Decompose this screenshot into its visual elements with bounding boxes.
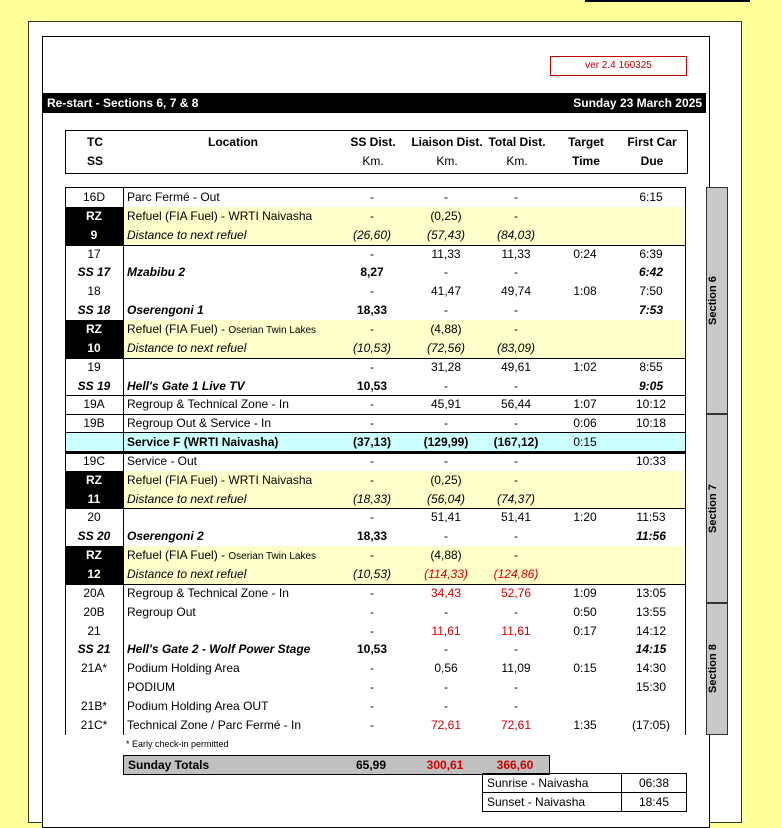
cell-ss: -	[370, 321, 374, 336]
section-7-tab	[706, 414, 728, 603]
cell-tc: 21A*	[80, 661, 108, 676]
header-liaison-dist: Liaison Dist.	[411, 135, 483, 149]
table-row	[65, 263, 686, 282]
cell-tt	[549, 452, 621, 471]
cell-li: -	[444, 416, 448, 431]
cell-li: (4,88)	[430, 321, 462, 336]
cell-tt	[549, 339, 621, 358]
cell-to: 11,33	[501, 246, 531, 261]
cell-tt: 1:08	[573, 284, 597, 299]
cell-tt: 0:15	[573, 435, 597, 450]
cell-ss: (10,53)	[352, 340, 392, 355]
sunrise-label: Sunrise - Naivasha	[487, 776, 589, 790]
table-row	[65, 678, 686, 697]
cell-to: -	[514, 642, 518, 657]
table-row	[65, 508, 686, 527]
cell-loc: Refuel (FIA Fuel) - Oserian Twin Lakes	[127, 548, 317, 563]
cell-li: -	[444, 303, 448, 318]
cell-ss: -	[370, 680, 374, 695]
cell-tt	[549, 527, 621, 546]
cell-ss: -	[370, 416, 374, 431]
cell-tt: 1:02	[573, 359, 597, 374]
cell-li: 41,47	[430, 284, 462, 299]
cell-li: (4,88)	[430, 548, 462, 563]
cell-loc	[127, 282, 337, 301]
cell-tc: 19B	[83, 416, 105, 431]
cell-fc: 6:39	[639, 246, 663, 261]
sunrise-box	[482, 773, 687, 793]
cell-fc: 9:05	[638, 378, 664, 393]
cell-tc: RZ	[65, 320, 123, 339]
cell-tt: 0:50	[573, 604, 597, 619]
cell-to: (124,86)	[493, 567, 539, 581]
cell-fc	[617, 490, 685, 509]
cell-tt	[549, 301, 621, 320]
cell-li: -	[444, 698, 448, 713]
cell-fc: 13:05	[635, 585, 667, 600]
table-row	[65, 433, 686, 452]
totals-ss: 65,99	[355, 758, 387, 772]
cell-li: (56,04)	[426, 491, 466, 506]
cell-ss: (26,60)	[352, 227, 392, 242]
cell-loc: Refuel (FIA Fuel) - Oserian Twin Lakes	[127, 321, 317, 336]
cell-to: 56,44	[500, 397, 532, 412]
cell-li: (129,99)	[423, 435, 469, 450]
cell-fc	[617, 471, 685, 490]
table-row	[65, 640, 686, 659]
cell-ss: -	[370, 359, 374, 374]
cell-loc: Distance to next refuel	[127, 491, 247, 506]
cell-li: -	[444, 642, 448, 657]
cell-li: (72,56)	[426, 340, 466, 355]
cell-fc: (17:05)	[631, 717, 671, 732]
cell-to: 72,61	[500, 717, 532, 732]
table-row	[65, 659, 686, 678]
cell-tt: 0:24	[573, 246, 597, 261]
cell-tt	[549, 565, 621, 584]
table-row	[65, 320, 686, 339]
cell-li: 11,61	[431, 623, 461, 638]
cell-loc: Podium Holding Area	[127, 661, 240, 676]
cell-ss: -	[370, 661, 374, 676]
column-header	[65, 130, 688, 174]
cell-fc	[617, 339, 685, 358]
cell-tt	[549, 226, 621, 245]
cell-to: (167,12)	[493, 435, 539, 450]
cell-fc: 10:18	[635, 416, 667, 431]
cell-to: -	[514, 604, 518, 619]
cell-ss: 8,27	[360, 265, 384, 280]
cell-tc: 9	[65, 226, 123, 245]
table-row	[65, 301, 686, 320]
cell-tt: 0:15	[573, 661, 597, 676]
cell-fc	[617, 320, 685, 339]
cell-loc: Regroup Out & Service - In	[127, 416, 272, 431]
section-8-label: Section 8	[707, 644, 719, 694]
cell-fc	[617, 565, 685, 584]
sunrise-value: 06:38	[621, 774, 686, 792]
cell-loc: Service F (WRTI Naivasha)	[127, 435, 279, 450]
table-row	[65, 622, 686, 641]
cell-tt	[549, 377, 621, 396]
cell-loc: Distance to next refuel	[127, 340, 247, 355]
cell-tc: RZ	[65, 471, 123, 490]
header-target: Target	[568, 135, 604, 149]
table-border	[65, 188, 66, 735]
cell-tc: SS 17	[77, 265, 111, 280]
cell-to: -	[514, 416, 518, 431]
cell-li: -	[444, 378, 448, 393]
cell-li: 0,56	[434, 661, 458, 676]
cell-to: -	[514, 208, 518, 223]
cell-ss: -	[370, 208, 374, 223]
cell-loc	[127, 358, 337, 377]
header-km: Km.	[506, 154, 528, 168]
cell-loc: Parc Fermé - Out	[127, 190, 220, 204]
cell-fc: 8:55	[639, 359, 663, 374]
sunset-value: 18:45	[621, 793, 686, 811]
cell-tt	[549, 263, 621, 282]
cell-to: (83,09)	[496, 340, 536, 355]
cell-loc: Distance to next refuel	[127, 567, 247, 581]
cell-loc: Regroup & Technical Zone - In	[127, 585, 289, 600]
cell-tc: SS 19	[77, 378, 111, 393]
cell-loc: Technical Zone / Parc Fermé - In	[127, 717, 302, 732]
cell-li: 51,41	[430, 510, 462, 525]
cell-tt: 1:07	[573, 397, 597, 412]
cell-tc: RZ	[65, 207, 123, 226]
cell-fc	[617, 207, 685, 226]
cell-tt	[549, 207, 621, 226]
cell-to: -	[514, 472, 518, 487]
cell-ss: -	[370, 623, 374, 638]
cell-loc: Hell's Gate 1 Live TV	[127, 378, 245, 393]
cell-to: -	[514, 529, 518, 544]
date-title: Sunday 23 March 2025	[573, 96, 702, 110]
cell-to: -	[514, 453, 518, 468]
cell-fc	[617, 433, 685, 452]
table-row	[65, 226, 686, 245]
cell-tc: 20A	[83, 585, 105, 600]
title-bar	[43, 93, 706, 113]
cell-fc: 10:33	[635, 453, 667, 468]
top-rule	[585, 0, 750, 2]
cell-ss: -	[370, 246, 374, 261]
cell-to: -	[514, 698, 518, 713]
cell-fc	[617, 697, 685, 716]
sunset-box	[482, 792, 687, 812]
cell-li: -	[444, 190, 448, 204]
table-row	[65, 377, 686, 396]
cell-ss: -	[370, 284, 374, 299]
cell-fc: 10:12	[635, 397, 667, 412]
cell-fc: 11:56	[636, 529, 666, 544]
cell-li: (114,33)	[424, 567, 468, 581]
cell-tc: SS 18	[77, 303, 111, 318]
table-row	[65, 603, 686, 622]
cell-ss: -	[370, 548, 374, 563]
cell-loc: PODIUM	[127, 680, 175, 695]
cell-tc: SS 20	[77, 529, 111, 544]
section-7-label: Section 7	[707, 484, 719, 533]
cell-loc: Regroup & Technical Zone - In	[127, 397, 289, 412]
cell-tc: 18	[87, 284, 101, 299]
cell-fc: 7:53	[638, 303, 664, 318]
cell-ss: -	[370, 190, 374, 204]
section-title: Re-start - Sections 6, 7 & 8	[47, 96, 199, 110]
cell-ss: (10,53)	[352, 567, 392, 581]
cell-tt	[549, 320, 621, 339]
cell-li: (0,25)	[430, 208, 462, 223]
cell-tc: 20B	[83, 604, 105, 619]
cell-fc: 15:30	[635, 680, 667, 695]
cell-li: (0,25)	[430, 472, 462, 487]
cell-loc: Mzabibu 2	[127, 265, 186, 280]
header-km: Km.	[436, 154, 458, 168]
cell-to: -	[514, 321, 518, 336]
table-row	[65, 207, 686, 226]
cell-fc: 14:15	[635, 642, 667, 657]
cell-li: 45,91	[430, 397, 462, 412]
header-ss: SS	[86, 154, 103, 168]
cell-tc: 19A	[83, 397, 105, 412]
table-row	[65, 527, 686, 546]
cell-loc: Distance to next refuel	[127, 227, 247, 242]
totals-label: Sunday Totals	[128, 758, 210, 772]
version-label: ver 2.4 160325	[550, 56, 687, 76]
cell-tc: 21C*	[80, 717, 108, 732]
cell-loc: Oserengoni 1	[127, 303, 204, 318]
cell-li: -	[444, 680, 448, 695]
table-row	[65, 716, 686, 735]
cell-to: 11,09	[501, 661, 531, 676]
cell-ss: -	[370, 472, 374, 487]
cell-ss: -	[370, 510, 374, 525]
cell-tc: 21B*	[80, 698, 108, 713]
cell-tc	[65, 678, 123, 697]
cell-ss: 18,33	[356, 529, 388, 544]
cell-loc: Regroup Out	[127, 604, 196, 619]
cell-loc	[127, 245, 337, 264]
cell-tt	[549, 471, 621, 490]
section-6-label: Section 6	[707, 276, 719, 325]
cell-tc	[65, 433, 123, 452]
table-row	[65, 471, 686, 490]
cell-tc: 21	[87, 623, 101, 638]
cell-tt	[549, 546, 621, 565]
cell-fc	[617, 546, 685, 565]
cell-li: 31,28	[430, 359, 462, 374]
table-row	[65, 245, 686, 264]
cell-li: -	[444, 265, 448, 280]
cell-loc-detail: Oserian Twin Lakes	[228, 551, 317, 563]
cell-tc: 12	[65, 565, 123, 584]
table-border	[685, 188, 686, 735]
table-row	[65, 188, 686, 207]
timetable	[65, 187, 686, 732]
cell-loc	[127, 508, 337, 527]
cell-to: 11,61	[501, 623, 531, 638]
cell-to: 49,74	[500, 284, 532, 299]
table-row	[65, 452, 686, 471]
cell-to: -	[514, 548, 518, 563]
header-location: Location	[208, 135, 258, 149]
cell-tc: 20	[87, 510, 101, 525]
cell-to: -	[514, 303, 518, 318]
cell-ss: -	[370, 585, 374, 600]
cell-li: -	[444, 529, 448, 544]
section-8-tab	[706, 603, 728, 735]
header-total-dist: Total Dist.	[488, 135, 546, 149]
table-row	[65, 358, 686, 377]
cell-tt	[549, 640, 621, 659]
cell-ss: (18,33)	[352, 491, 392, 506]
cell-fc: 14:12	[635, 623, 667, 638]
header-due: Due	[640, 154, 664, 168]
table-row	[65, 339, 686, 358]
cell-ss: -	[370, 397, 374, 412]
table-row	[65, 697, 686, 716]
cell-to: -	[514, 190, 518, 204]
header-ss-dist: SS Dist.	[350, 135, 396, 149]
cell-to: 52,76	[500, 585, 532, 600]
cell-to: -	[514, 680, 518, 695]
cell-fc: 7:50	[639, 284, 663, 299]
cell-tt	[549, 697, 621, 716]
cell-loc: Refuel (FIA Fuel) - WRTI Naivasha	[127, 208, 313, 223]
cell-to: 51,41	[500, 510, 532, 525]
column-divider	[123, 188, 124, 735]
cell-li: (57,43)	[426, 227, 466, 242]
cell-ss: -	[370, 604, 374, 619]
cell-ss: -	[370, 453, 374, 468]
table-row	[65, 414, 686, 433]
cell-tt: 1:09	[573, 585, 597, 600]
cell-tt	[549, 678, 621, 697]
cell-tc: SS 21	[77, 642, 111, 657]
cell-tt: 1:35	[573, 717, 597, 732]
cell-fc: 6:42	[638, 265, 664, 280]
cell-tt: 0:17	[573, 623, 597, 638]
cell-li: -	[444, 604, 448, 619]
cell-ss: 10,53	[356, 642, 388, 657]
cell-tc: RZ	[65, 546, 123, 565]
cell-to: (74,37)	[496, 491, 536, 506]
cell-ss: 18,33	[356, 303, 388, 318]
cell-li: 72,61	[430, 717, 462, 732]
cell-to: -	[514, 265, 518, 280]
cell-tc: 16D	[82, 190, 105, 204]
cell-tc: 19	[87, 359, 101, 374]
cell-tt: 0:06	[573, 416, 597, 431]
cell-to: 49,61	[500, 359, 532, 374]
cell-ss: -	[370, 717, 374, 732]
cell-ss: -	[370, 698, 374, 713]
cell-ss: 10,53	[356, 378, 388, 393]
cell-tt	[549, 490, 621, 509]
cell-loc: Podium Holding Area OUT	[127, 698, 269, 713]
cell-li: 34,43	[430, 585, 462, 600]
table-row	[65, 395, 686, 414]
cell-loc: Hell's Gate 2 - Wolf Power Stage	[127, 642, 311, 657]
header-tc: TC	[87, 135, 103, 149]
cell-tt: 1:20	[573, 510, 597, 525]
cell-tc: 19C	[82, 453, 105, 468]
header-time: Time	[572, 154, 600, 168]
table-row	[65, 584, 686, 603]
totals-total: 366,60	[496, 758, 534, 772]
cell-tc: 17	[87, 246, 101, 261]
cell-loc: Service - Out	[127, 453, 198, 468]
cell-tt	[549, 188, 621, 207]
cell-loc: Oserengoni 2	[127, 529, 204, 544]
cell-fc: 11:53	[636, 510, 666, 525]
cell-to: (84,03)	[496, 227, 536, 242]
cell-ss: (37,13)	[352, 435, 392, 450]
sunset-label: Sunset - Naivasha	[487, 795, 586, 809]
table-row	[65, 546, 686, 565]
cell-li: 11,33	[431, 246, 461, 261]
cell-loc	[127, 622, 337, 641]
cell-tc: 11	[65, 490, 123, 509]
early-checkin-note: * Early check-in permitted	[126, 739, 229, 749]
cell-fc	[617, 226, 685, 245]
section-6-tab	[706, 187, 728, 414]
cell-loc: Refuel (FIA Fuel) - WRTI Naivasha	[127, 472, 313, 487]
header-first-car: First Car	[627, 135, 677, 149]
totals-liaison: 300,61	[426, 758, 464, 772]
cell-fc: 14:30	[635, 661, 667, 676]
table-row	[65, 282, 686, 301]
table-row	[65, 490, 686, 509]
cell-fc: 6:15	[639, 190, 663, 204]
cell-tc: 10	[65, 339, 123, 358]
cell-loc-detail: Oserian Twin Lakes	[228, 324, 317, 336]
table-row	[65, 565, 686, 584]
cell-fc: 13:55	[635, 604, 667, 619]
cell-li: -	[444, 453, 448, 468]
totals-row	[123, 755, 550, 775]
cell-to: -	[514, 378, 518, 393]
header-km: Km.	[362, 154, 384, 168]
